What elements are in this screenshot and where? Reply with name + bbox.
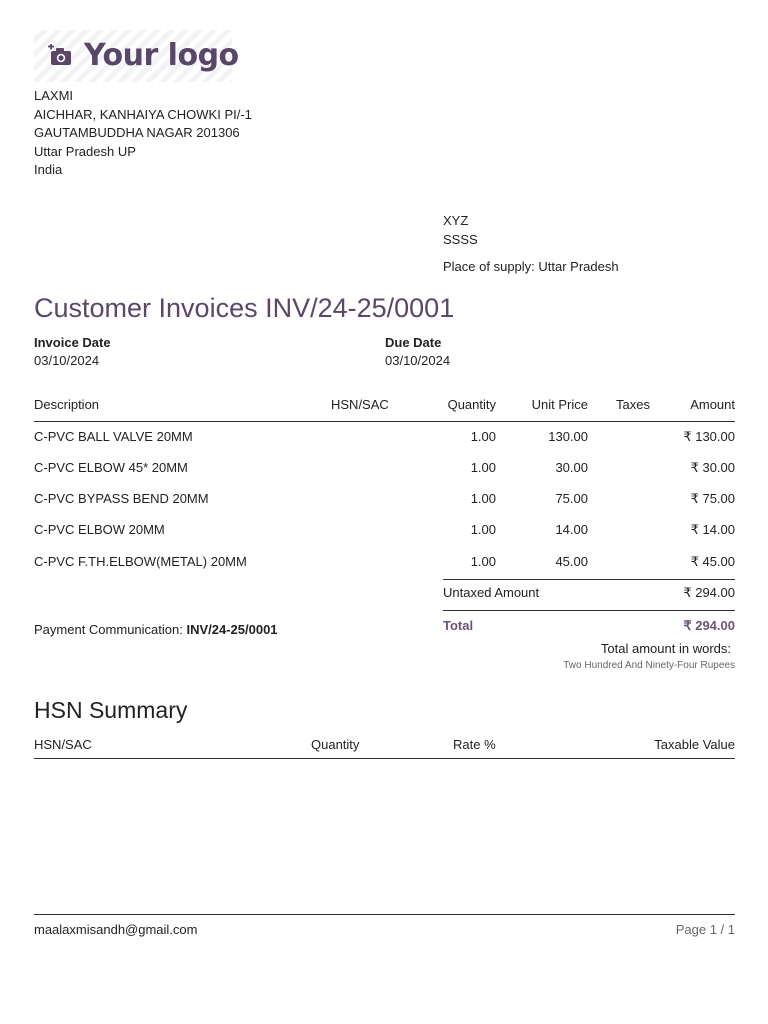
- row-quantity: 1.00: [470, 460, 496, 475]
- due-date-label: Due Date: [385, 335, 442, 350]
- row-description: C-PVC BALL VALVE 20MM: [34, 429, 193, 444]
- hsn-col-taxable-value: Taxable Value: [654, 737, 735, 752]
- untaxed-value: ₹ 294.00: [683, 585, 735, 600]
- hsn-col-rate: Rate %: [453, 737, 496, 752]
- row-unit-price: 30.00: [555, 460, 588, 475]
- company-country: India: [34, 162, 63, 178]
- row-description: C-PVC ELBOW 20MM: [34, 522, 165, 537]
- company-state: Uttar Pradesh UP: [34, 143, 136, 159]
- invoice-title: Customer Invoices INV/24-25/0001: [34, 293, 455, 323]
- payment-communication-label: Payment Communication:: [34, 622, 183, 637]
- row-quantity: 1.00: [470, 554, 496, 569]
- row-unit-price: 130.00: [548, 429, 588, 444]
- payment-communication: [34, 622, 278, 637]
- row-amount: ₹ 130.00: [683, 429, 735, 444]
- invoice-date-value: 03/10/2024: [34, 353, 100, 368]
- company-logo: [34, 30, 239, 82]
- logo-text: Your logo: [84, 38, 239, 73]
- row-amount: ₹ 14.00: [690, 522, 735, 537]
- customer-name: XYZ: [443, 213, 469, 228]
- row-amount: ₹ 45.00: [690, 554, 735, 569]
- col-amount: Amount: [690, 397, 735, 412]
- untaxed-label: Untaxed Amount: [443, 585, 540, 600]
- col-taxes: Taxes: [616, 397, 650, 412]
- company-name: LAXMI: [34, 88, 74, 103]
- hsn-col-quantity: Quantity: [311, 737, 360, 752]
- col-unit-price: Unit Price: [531, 397, 588, 412]
- customer-address: [443, 212, 478, 249]
- amount-in-words-label: Total amount in words:: [600, 641, 731, 656]
- amount-in-words-value: Two Hundred And Ninety-Four Rupees: [563, 660, 735, 671]
- footer-page-number: Page 1 / 1: [675, 922, 735, 937]
- invoice-date-label: Invoice Date: [34, 335, 111, 350]
- hsn-summary-title: HSN Summary: [34, 697, 188, 723]
- company-city: GAUTAMBUDDHA NAGAR 201306: [34, 125, 240, 141]
- row-amount: ₹ 75.00: [690, 491, 735, 506]
- customer-line2: SSSS: [443, 231, 478, 247]
- col-description: Description: [34, 397, 100, 412]
- row-description: C-PVC BYPASS BEND 20MM: [34, 491, 209, 506]
- row-quantity: 1.00: [470, 491, 496, 506]
- total-value: ₹ 294.00: [683, 618, 735, 633]
- total-divider: [443, 610, 735, 611]
- due-date-value: 03/10/2024: [385, 353, 451, 368]
- hsn-col-hsn: HSN/SAC: [34, 737, 92, 752]
- col-hsn: HSN/SAC: [331, 397, 389, 412]
- row-description: C-PVC ELBOW 45* 20MM: [34, 460, 188, 475]
- header-divider: [34, 421, 735, 422]
- row-quantity: 1.00: [470, 429, 496, 444]
- hsn-header-divider: [34, 758, 735, 759]
- company-address: [34, 87, 252, 180]
- payment-reference: INV/24-25/0001: [186, 622, 278, 637]
- camera-plus-icon: [48, 44, 74, 68]
- row-description: C-PVC F.TH.ELBOW(METAL) 20MM: [34, 554, 247, 569]
- place-of-supply: Place of supply: Uttar Pradesh: [443, 259, 619, 274]
- col-quantity: Quantity: [447, 397, 496, 412]
- row-amount: ₹ 30.00: [690, 460, 735, 475]
- untaxed-divider: [443, 579, 735, 580]
- row-unit-price: 14.00: [555, 522, 588, 537]
- total-label: Total: [443, 618, 474, 633]
- company-street: AICHHAR, KANHAIYA CHOWKI PI/-1: [34, 106, 252, 122]
- row-unit-price: 75.00: [555, 491, 588, 506]
- row-unit-price: 45.00: [555, 554, 588, 569]
- row-quantity: 1.00: [470, 522, 496, 537]
- footer-divider: [34, 914, 735, 915]
- footer-email: maalaxmisandh@gmail.com: [34, 922, 198, 937]
